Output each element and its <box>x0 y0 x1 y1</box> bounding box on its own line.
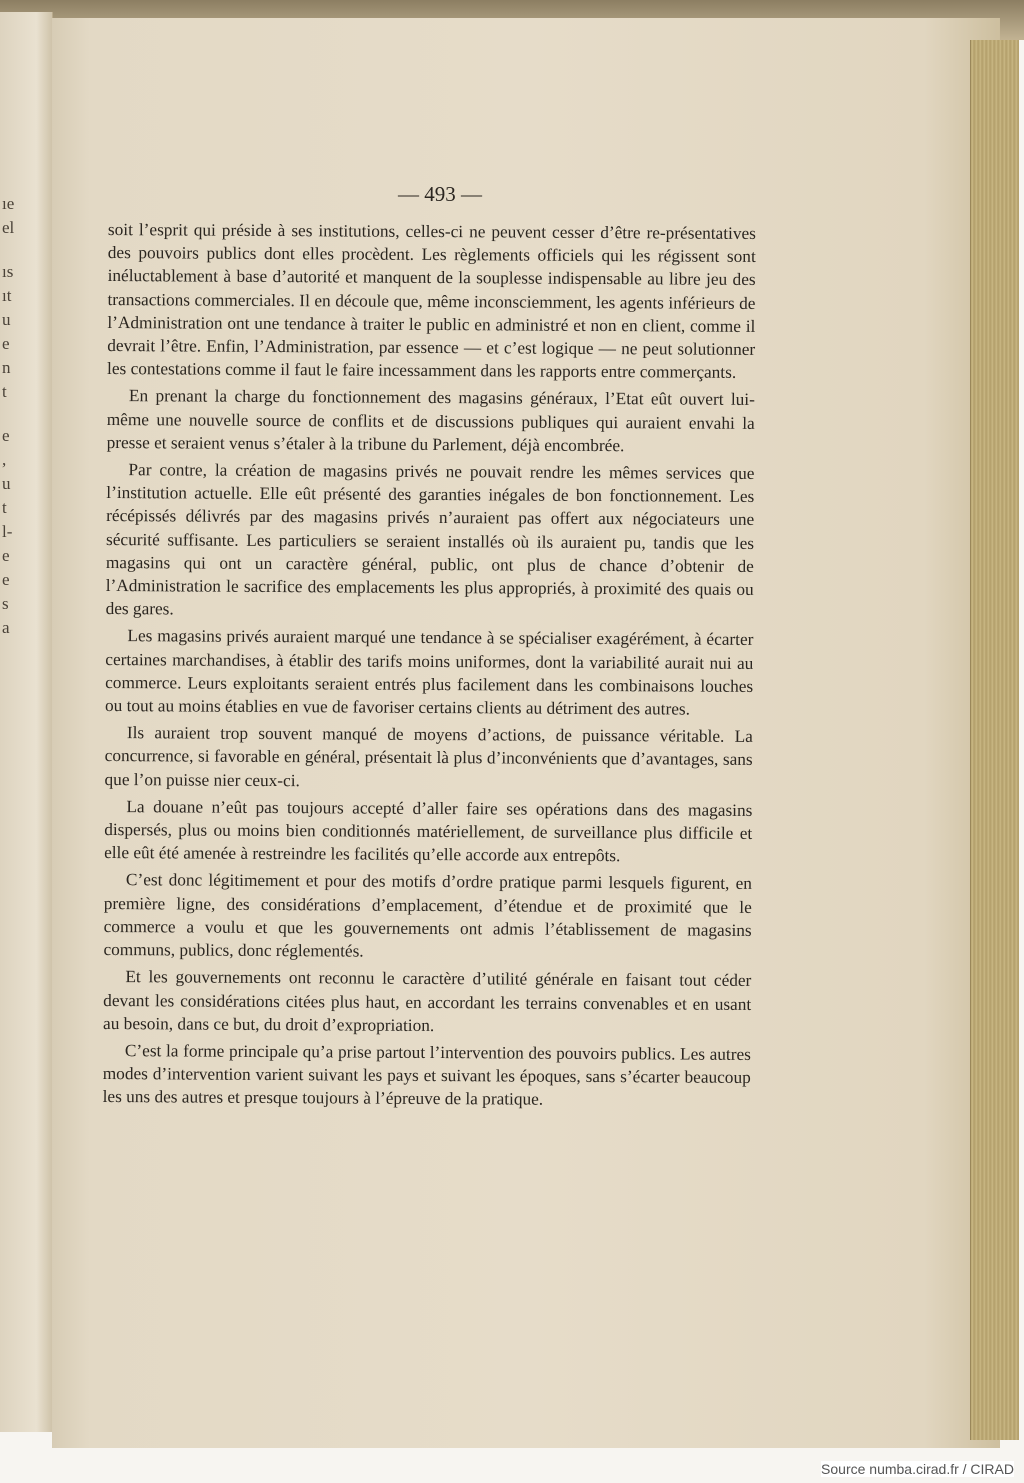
left-fragment: u <box>2 310 11 329</box>
paragraph: soit l’esprit qui préside à ses institutions, celles-ci ne peuvent cesser d’être re-présentatives des pouvoirs publics dont elles procèdent. Les règlements officiels qui les régissent sont inéluctablement à base d’autorité et manquent de la souplesse indispensable au libre jeu des transactions commerciales. Il en découle que, même inconsciemment, les agents inférieurs de l’Administration ont une tendance à traiter le public en administré et non en client, comme il devrait l’être. Enfin, l’Administration, par essence — et c’est logique — ne peut solutionner les contestations comme il faut le faire incessamment dans les rapports entre commerçants. <box>107 219 756 383</box>
source-credit: Source numba.cirad.fr / CIRAD <box>821 1461 1014 1477</box>
paragraph: Et les gouvernements ont reconnu le caractère d’utilité générale en faisant tout céder devant les considérations citées plus haut, en accordant les terrains convenables et en usant au besoin, dans ce but, du droit d’expropriation. <box>103 967 752 1035</box>
paragraph: Ils auraient trop souvent manqué de moyens d’actions, de puissance véritable. La concurrence, si favorable en général, présentait là plus d’inconvénients que d’avantages, sans que l’on puisse nier ceux-ci. <box>104 723 753 790</box>
left-fragment: e <box>2 546 10 565</box>
left-fragment: u <box>2 474 11 493</box>
left-fragment: e <box>2 334 10 353</box>
left-fragment: ıt <box>2 286 12 305</box>
left-fragment: , <box>2 450 7 469</box>
left-fragment: e <box>2 570 10 589</box>
paragraph: Par contre, la création de magasins privés ne pouvait rendre les mêmes services que l’institution actuelle. Elle eût présenté des garanties inégales de bon fonctionnement. Les récépissés délivrés par des magasins privés n’auraient pas offert aux négociateurs une sécurité suffisante. Les particuliers se seraient installés où ils auraient pu, tandis que les magasins qui ont un caractère général, public, ont plus de chance d’obtenir de l’Administration le sacrifice des emplacements les plus appropriés, à proximité des quais ou des gares. <box>105 460 755 619</box>
page-stack-edge <box>970 40 1019 1440</box>
left-fragment: t <box>2 498 7 517</box>
paragraph: Les magasins privés auraient marqué une tendance à se spécialiser exagérément, à écarter certaines marchandises, à établir des tarifs moins uniformes, dont la variabilité aurait nui au commerce. Leurs exploitants seraient entrés plus facilement dans les combinaisons louches ou tout au moins établies en vue de favoriser certains clients au détriment des autres. <box>104 626 754 719</box>
page-body-text <box>103 218 756 1116</box>
left-fragment: e <box>2 426 10 445</box>
left-fragment: ıe <box>2 194 15 213</box>
paragraph: La douane n’eût pas toujours accepté d’aller faire ses opérations dans des magasins dispersés, plus ou moins bien conditionnés matériellement, de surveillance plus difficile et elle eût été amenée à restreindre les facilités qu’elle accorde aux entrepôts. <box>104 796 753 866</box>
left-fragment: t <box>2 382 7 401</box>
paragraph: C’est la forme principale qu’a prise partout l’intervention des pouvoirs publics. Les autres modes d’intervention varient suivant les pays et suivant les époques, sans s’écarter beaucoup les uns des autres et presque toujours à l’épreuve de la pratique. <box>102 1041 751 1109</box>
left-fragment: n <box>2 358 11 377</box>
left-fragment: a <box>2 618 10 637</box>
page-number: — 493 — <box>398 182 482 206</box>
paragraph: C’est donc légitimement et pour des motifs d’ordre pratique parmi lesquels figurent, en première ligne, des considérations d’emplacement, d’étendue et de proximité que le commerce a voulu et que les gouvernements ont admis l’établissement de magasins communs, publics, donc réglementés. <box>103 870 753 961</box>
left-fragment: el <box>2 218 15 237</box>
left-page-text-fragments <box>2 192 42 640</box>
left-fragment: ıs <box>2 262 14 281</box>
left-fragment: l- <box>2 522 13 541</box>
left-page <box>0 12 53 1432</box>
left-fragment: s <box>2 594 9 613</box>
paragraph: En prenant la charge du fonctionnement des magasins généraux, l’Etat eût ouvert lui-même une nouvelle source de conflits et de discussions publiques qui auraient envahi la presse et seraient venus s’étaler à la tribune du Parlement, déjà encombrée. <box>106 386 755 455</box>
